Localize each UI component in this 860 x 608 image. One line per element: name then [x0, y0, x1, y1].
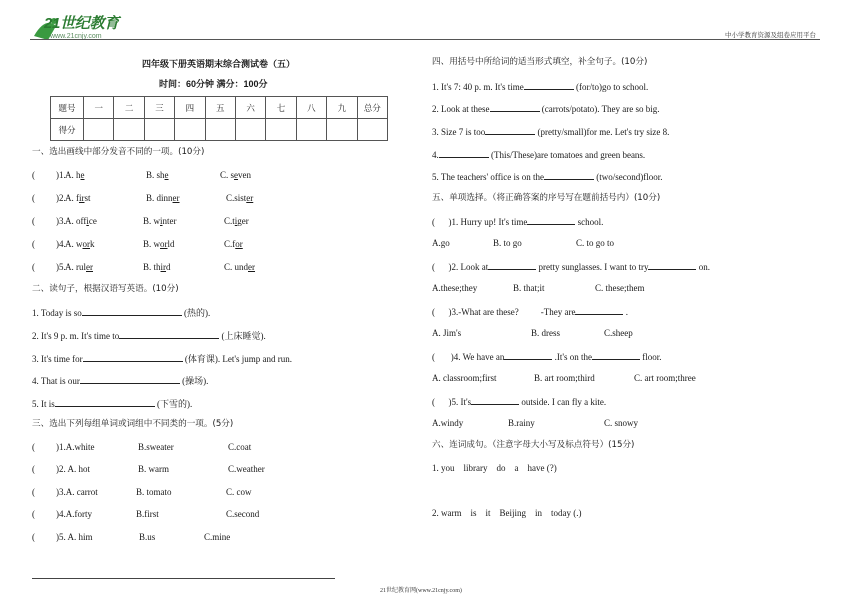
section-4-item: [432, 170, 662, 183]
answer-bracket: (: [432, 217, 449, 227]
option-b: B. w: [143, 239, 161, 249]
option-c: C. snowy: [604, 418, 639, 428]
section-6-question: 1. you library do a have (?): [432, 463, 557, 473]
option-c: C.weather: [228, 464, 265, 474]
question-text-end: school.: [575, 217, 604, 227]
section-5-question: [432, 260, 710, 273]
option-a: A.go: [432, 238, 450, 248]
option-c-underline: er: [248, 262, 256, 272]
score-entry-cell[interactable]: [144, 119, 174, 141]
option-b: B. warm: [138, 464, 169, 474]
section-5-question: [432, 395, 606, 408]
option-a-underline: e: [80, 170, 85, 180]
option-b: B. that;it: [513, 283, 545, 293]
question-text-mid: .It's on the: [552, 352, 592, 362]
item-text: 3. It's time for: [32, 354, 83, 364]
item-text: 5. The teachers' office is on the: [432, 172, 544, 182]
footer-text: 21世纪教育网(www.21cnjy.com): [380, 588, 462, 594]
option-b-underline: er: [172, 193, 180, 203]
score-entry-cell[interactable]: [235, 119, 265, 141]
header-platform-text: 中小学教育资源及组卷应用平台: [725, 32, 816, 39]
option-b: B. dinn: [146, 193, 173, 203]
section-2-item: [32, 306, 210, 319]
question-text-mid: pretty sunglasses. I want to try: [536, 262, 649, 272]
section-2-item: [32, 397, 192, 410]
answer-bracket: (: [32, 442, 35, 452]
section-5-question: [432, 350, 661, 363]
answer-blank[interactable]: [592, 350, 640, 360]
option-b: B.us: [139, 532, 156, 542]
item-hint: (carrots/potato). They are so big.: [539, 104, 660, 114]
section-1-heading: 一、选出画线中部分发音不同的一项。(10分): [32, 147, 205, 157]
option-a: A. h: [65, 170, 81, 180]
exam-time: 时间：60分钟 满分：100分: [159, 79, 268, 89]
answer-blank[interactable]: [80, 374, 180, 384]
option-c: C.t: [224, 216, 235, 226]
score-entry-cell[interactable]: [266, 119, 296, 141]
item-text: 2. It's 9 p. m. It's time to: [32, 331, 120, 341]
score-entry-cell[interactable]: [175, 119, 205, 141]
option-b: B. art room;third: [534, 373, 595, 383]
score-cell: 题号: [51, 97, 84, 119]
section-5-question: [432, 305, 628, 318]
option-b: B.rainy: [508, 418, 535, 428]
option-c: C.f: [224, 239, 236, 249]
score-cell: 八: [296, 97, 326, 119]
answer-blank[interactable]: [490, 102, 540, 112]
answer-blank[interactable]: [55, 397, 155, 407]
score-entry-cell[interactable]: [84, 119, 114, 141]
item-number: )4.: [56, 239, 66, 249]
option-b: B. th: [143, 262, 161, 272]
score-cell: 五: [205, 97, 235, 119]
option-b-underline: ir: [160, 262, 167, 272]
answer-blank[interactable]: [544, 170, 594, 180]
header-rule: [30, 39, 820, 40]
score-table-score-row: [51, 119, 388, 141]
item-hint: (for/to)go to school.: [573, 82, 649, 92]
option-b-underline: i: [160, 216, 163, 226]
answer-blank[interactable]: [439, 148, 489, 158]
score-cell: 一: [84, 97, 114, 119]
answer-blank[interactable]: [485, 125, 535, 135]
question-text-end: outside. I can fly a kite.: [519, 397, 607, 407]
item-hint: (热的).: [181, 308, 211, 318]
question-text-mid: -They are: [540, 307, 576, 317]
option-a-underline: ir: [79, 193, 85, 203]
option-c-underline: or: [235, 239, 243, 249]
item-hint: (体育课). Let's jump and run.: [182, 354, 292, 364]
score-entry-cell[interactable]: [296, 119, 326, 141]
question-text-end: on.: [696, 262, 710, 272]
option-c-underline: e: [234, 170, 239, 180]
section-4-item: [432, 148, 645, 161]
section-2-item: [32, 352, 292, 365]
section-3-heading: 三、选出下列每组单词或词组中不同类的一项。(5分): [32, 419, 234, 429]
option-c-underline: i: [234, 216, 238, 226]
option-a-underline: or: [82, 239, 90, 249]
answer-bracket: (: [32, 216, 35, 226]
item-number: )5.: [56, 262, 66, 272]
option-a: )3.A. carrot: [56, 487, 98, 497]
answer-bracket: (: [32, 193, 35, 203]
answer-bracket: (: [32, 262, 35, 272]
option-c: C.sheep: [604, 328, 633, 338]
answer-bracket: (: [432, 262, 449, 272]
logo-subtitle: www.21cnjy.com: [50, 33, 102, 40]
answer-bracket: (: [432, 352, 451, 362]
answer-blank[interactable]: [82, 306, 182, 316]
item-number: )3.: [56, 216, 66, 226]
answer-bracket: (: [32, 487, 35, 497]
answer-blank[interactable]: [471, 395, 519, 405]
answer-bracket: (: [432, 397, 449, 407]
option-a-rest: ce: [88, 216, 97, 226]
score-table: [50, 96, 388, 141]
score-entry-cell[interactable]: [114, 119, 144, 141]
answer-blank[interactable]: [648, 260, 696, 270]
item-text: 3. Size 7 is too: [432, 127, 486, 137]
answer-blank[interactable]: [119, 329, 219, 339]
option-a-underline: i: [86, 216, 89, 226]
item-number: )1.: [56, 170, 66, 180]
answer-bracket: (: [32, 239, 35, 249]
question-text: )1. Hurry up! It's time: [448, 217, 528, 227]
option-a: A. off: [65, 216, 87, 226]
option-c: C.second: [226, 509, 260, 519]
option-c-rest: ger: [237, 216, 249, 226]
item-hint: (上床睡觉).: [219, 331, 266, 341]
answer-bracket: (: [32, 532, 35, 542]
item-hint: (下雪的).: [154, 399, 193, 409]
section-6-question: 2. warm is it Beijing in today (.): [432, 508, 582, 518]
option-a: A. classroom;first: [432, 373, 497, 383]
option-c-underline: er: [246, 193, 254, 203]
score-cell: 二: [114, 97, 144, 119]
option-a: A. rul: [65, 262, 86, 272]
option-b: B.sweater: [138, 442, 174, 452]
answer-bracket: (: [432, 307, 449, 317]
option-b-rest: d: [166, 262, 171, 272]
item-text: 4. That is our: [32, 376, 80, 386]
item-text: 2. Look at these: [432, 104, 490, 114]
option-a: )4.A.forty: [56, 509, 92, 519]
option-a: )2. A. hot: [56, 464, 91, 474]
option-a-rest: st: [84, 193, 91, 203]
answer-blank[interactable]: [527, 215, 575, 225]
option-b: B.first: [136, 509, 159, 519]
option-c: C. cow: [226, 487, 252, 497]
option-b-underline: e: [164, 170, 169, 180]
option-a-rest: k: [90, 239, 95, 249]
answer-bracket: (: [32, 170, 35, 180]
answer-blank[interactable]: [575, 305, 623, 315]
question-text: )3.-What are these?: [448, 307, 519, 317]
option-c: C.coat: [228, 442, 252, 452]
section-2-heading: 二、读句子，根据汉语写英语。(10分): [32, 284, 179, 294]
answer-blank[interactable]: [83, 352, 183, 362]
section-6-heading: 六、连词成句。（注意字母大小写及标点符号）(15分): [432, 440, 635, 450]
item-hint: (two/second)floor.: [594, 172, 663, 182]
option-a-underline: er: [86, 262, 93, 272]
option-c: C.sist: [226, 193, 247, 203]
exam-title: 四年级下册英语期末综合测试卷（五）: [142, 59, 296, 69]
section-4-item: [432, 102, 660, 115]
score-row-label: 得分: [51, 119, 84, 141]
option-b: B. w: [143, 216, 161, 226]
score-cell: 四: [175, 97, 205, 119]
option-c: C.mine: [204, 532, 231, 542]
option-b: B. sh: [146, 170, 165, 180]
score-table-header-row: [51, 97, 388, 119]
answer-blank[interactable]: [504, 350, 552, 360]
item-number: )2.: [56, 193, 66, 203]
section-4-heading: 四、用括号中所给词的适当形式填空，补全句子。(10分): [432, 57, 648, 67]
item-text: 1. It's 7: 40 p. m. It's time: [432, 82, 524, 92]
question-text: )2. Look at: [448, 262, 489, 272]
option-c: C. these;them: [595, 283, 645, 293]
option-c-rest: ven: [238, 170, 252, 180]
option-b: B. tomato: [136, 487, 172, 497]
score-cell: 总分: [357, 97, 387, 119]
option-a: A.windy: [432, 418, 464, 428]
option-b-underline: or: [160, 239, 168, 249]
score-cell: 三: [144, 97, 174, 119]
answer-blank[interactable]: [524, 80, 574, 90]
item-text: 4.: [432, 150, 439, 160]
score-entry-cell[interactable]: [327, 119, 357, 141]
item-hint: (This/These)are tomatoes and green beans.: [488, 150, 646, 160]
item-hint: (操场).: [179, 376, 209, 386]
option-a: A. f: [65, 193, 79, 203]
section-2-item: [32, 329, 266, 342]
option-b-rest: ld: [167, 239, 175, 249]
question-text-end: floor.: [639, 352, 662, 362]
option-a: A.these;they: [432, 283, 478, 293]
option-a: )1.A.white: [56, 442, 95, 452]
footer-rule: [32, 578, 335, 579]
item-text: 5. It is: [32, 399, 55, 409]
score-entry-cell[interactable]: [357, 119, 387, 141]
answer-blank[interactable]: [488, 260, 536, 270]
option-b-rest: nter: [162, 216, 177, 226]
option-a: A. w: [65, 239, 83, 249]
option-c: C. art room;three: [634, 373, 696, 383]
answer-bracket: (: [32, 509, 35, 519]
section-2-item: [32, 374, 208, 387]
answer-bracket: (: [32, 464, 35, 474]
section-5-heading: 五、单项选择。（将正确答案的序号写在题前括号内）(10分): [432, 193, 661, 203]
item-hint: (pretty/small)for me. Let's try size 8.: [535, 127, 670, 137]
score-cell: 七: [266, 97, 296, 119]
score-cell: 九: [327, 97, 357, 119]
question-text-end: .: [623, 307, 628, 317]
section-4-item: [432, 80, 648, 93]
option-a: )5. A. him: [56, 532, 93, 542]
section-5-question: [432, 215, 603, 228]
option-a: A. Jim's: [432, 328, 462, 338]
score-cell: 六: [235, 97, 265, 119]
option-c: C. to go to: [576, 238, 615, 248]
logo-text: 21世纪教育: [44, 15, 119, 32]
option-b: B. to go: [493, 238, 522, 248]
option-c: C. und: [224, 262, 249, 272]
score-entry-cell[interactable]: [205, 119, 235, 141]
item-text: 1. Today is so: [32, 308, 82, 318]
section-4-item: [432, 125, 669, 138]
option-c: C. s: [220, 170, 235, 180]
option-b: B. dress: [531, 328, 560, 338]
question-text: )4. We have an: [450, 352, 505, 362]
question-text: )5. It's: [448, 397, 472, 407]
